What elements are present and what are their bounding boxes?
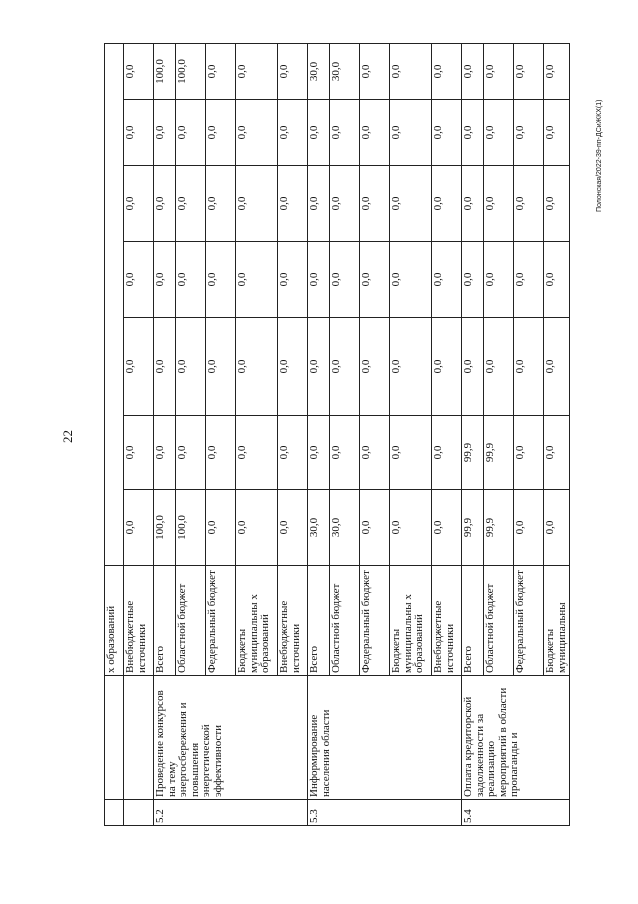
amount-cell: 0,0 (236, 43, 278, 99)
rotated-table-container (104, 44, 568, 826)
amount-cell: 30,0 (308, 43, 330, 99)
table-row (462, 43, 484, 825)
amount-cell: 0,0 (544, 100, 570, 166)
amount-cell: 0,0 (176, 318, 206, 416)
page-number: 22 (60, 430, 75, 443)
amount-cell: 0,0 (432, 318, 462, 416)
amount-cell: 0,0 (278, 242, 308, 318)
amount-cell: 0,0 (206, 318, 236, 416)
funding-source-cell: Федеральный бюджет (360, 566, 390, 676)
amount-cell: 0,0 (544, 416, 570, 490)
amount-cell: 0,0 (390, 166, 432, 242)
amount-cell: 99,9 (462, 416, 484, 490)
funding-source-cell: Внебюджетные источники (278, 566, 308, 676)
amount-cell: 0,0 (206, 166, 236, 242)
code-cell (105, 800, 124, 826)
amount-cell: 0,0 (236, 100, 278, 166)
document-id-footer: Полонская/2022-39-пп-ДСиЖКХ(1) (596, 99, 603, 212)
amount-cell: 0,0 (154, 166, 176, 242)
funding-source-cell: Всего (462, 566, 484, 676)
funding-source-cell: Внебюджетные источники (124, 566, 154, 676)
measure-number-cell: 5.3 (308, 800, 462, 826)
value-cells (105, 43, 124, 565)
funding-source-cell: Всего (154, 566, 176, 676)
table-row (105, 43, 124, 825)
amount-cell: 0,0 (544, 166, 570, 242)
amount-cell: 0,0 (432, 490, 462, 566)
amount-cell: 0,0 (124, 166, 154, 242)
amount-cell: 0,0 (206, 100, 236, 166)
amount-cell: 100,0 (154, 490, 176, 566)
amount-cell: 0,0 (390, 43, 432, 99)
amount-cell: 0,0 (514, 166, 544, 242)
funding-source-cell: Бюджеты муниципальны х образований (236, 566, 278, 676)
name-cell (105, 676, 124, 800)
amount-cell: 0,0 (462, 242, 484, 318)
amount-cell: 0,0 (124, 242, 154, 318)
amount-cell: 0,0 (484, 166, 514, 242)
amount-cell: 0,0 (390, 318, 432, 416)
measure-name-cell (124, 676, 154, 800)
amount-cell: 0,0 (544, 43, 570, 99)
amount-cell: 0,0 (432, 100, 462, 166)
amount-cell: 0,0 (176, 100, 206, 166)
funding-source-cell: Всего (308, 566, 330, 676)
measure-name-cell: Оплата кредиторской задолженности за реализацию мероприятий в области пропаганды и (462, 676, 570, 800)
amount-cell: 0,0 (308, 100, 330, 166)
amount-cell: 100,0 (176, 490, 206, 566)
amount-cell: 0,0 (514, 242, 544, 318)
amount-cell: 0,0 (278, 43, 308, 99)
amount-cell: 0,0 (124, 100, 154, 166)
amount-cell: 0,0 (544, 242, 570, 318)
amount-cell: 0,0 (176, 242, 206, 318)
amount-cell: 0,0 (278, 166, 308, 242)
amount-cell: 0,0 (308, 416, 330, 490)
amount-cell: 0,0 (432, 166, 462, 242)
amount-cell: 0,0 (124, 416, 154, 490)
amount-cell: 0,0 (206, 242, 236, 318)
amount-cell: 0,0 (360, 100, 390, 166)
amount-cell: 0,0 (390, 100, 432, 166)
amount-cell: 0,0 (308, 242, 330, 318)
amount-cell: 0,0 (432, 416, 462, 490)
amount-cell: 0,0 (432, 43, 462, 99)
amount-cell: 0,0 (360, 43, 390, 99)
amount-cell: 0,0 (514, 318, 544, 416)
amount-cell: 0,0 (278, 490, 308, 566)
amount-cell: 30,0 (330, 43, 360, 99)
amount-cell: 0,0 (330, 242, 360, 318)
funding-source-cell: Федеральный бюджет (206, 566, 236, 676)
amount-cell: 0,0 (462, 318, 484, 416)
amount-cell: 0,0 (462, 166, 484, 242)
amount-cell: 0,0 (236, 166, 278, 242)
amount-cell: 0,0 (484, 100, 514, 166)
amount-cell: 0,0 (462, 100, 484, 166)
amount-cell: 0,0 (330, 100, 360, 166)
amount-cell: 0,0 (124, 490, 154, 566)
amount-cell: 0,0 (360, 318, 390, 416)
amount-cell: 0,0 (124, 43, 154, 99)
funding-source-cell: Внебюджетные источники (432, 566, 462, 676)
amount-cell: 0,0 (330, 318, 360, 416)
amount-cell: 0,0 (462, 43, 484, 99)
funding-source-cell: Бюджеты муниципальны (544, 566, 570, 676)
amount-cell: 0,0 (544, 318, 570, 416)
amount-cell: 0,0 (124, 318, 154, 416)
amount-cell: 0,0 (390, 490, 432, 566)
funding-source-cell: Бюджеты муниципальны х образований (390, 566, 432, 676)
amount-cell: 0,0 (236, 490, 278, 566)
amount-cell: 0,0 (514, 100, 544, 166)
amount-cell: 0,0 (308, 166, 330, 242)
amount-cell: 99,9 (484, 416, 514, 490)
measure-number-cell: 5.2 (154, 800, 308, 826)
amount-cell: 0,0 (390, 242, 432, 318)
measure-name-cell: Информирование населения области (308, 676, 462, 800)
funding-source-cell: Областной бюджет (330, 566, 360, 676)
amount-cell: 0,0 (154, 416, 176, 490)
amount-cell: 0,0 (236, 242, 278, 318)
amount-cell: 0,0 (154, 242, 176, 318)
amount-cell: 0,0 (278, 416, 308, 490)
measure-number-cell (124, 800, 154, 826)
amount-cell: 0,0 (390, 416, 432, 490)
amount-cell: 0,0 (154, 318, 176, 416)
amount-cell: 0,0 (432, 242, 462, 318)
amount-cell: 0,0 (236, 416, 278, 490)
source-label-cell: х образований (105, 566, 124, 676)
measure-number-cell: 5.4 (462, 800, 570, 826)
amount-cell: 30,0 (308, 490, 330, 566)
amount-cell: 0,0 (360, 242, 390, 318)
amount-cell: 0,0 (154, 100, 176, 166)
amount-cell: 99,9 (462, 490, 484, 566)
amount-cell: 0,0 (514, 416, 544, 490)
table-row (154, 43, 176, 825)
amount-cell: 0,0 (360, 490, 390, 566)
amount-cell: 100,0 (176, 43, 206, 99)
amount-cell: 100,0 (154, 43, 176, 99)
measure-name-cell: Проведение конкурсов на тему энергосбережения и повышения энергетической эффективности (154, 676, 308, 800)
table-row (124, 43, 154, 825)
funding-source-cell: Федеральный бюджет (514, 566, 544, 676)
amount-cell: 0,0 (514, 43, 544, 99)
amount-cell: 0,0 (484, 242, 514, 318)
amount-cell: 0,0 (330, 166, 360, 242)
amount-cell: 0,0 (514, 490, 544, 566)
amount-cell: 0,0 (360, 416, 390, 490)
amount-cell: 0,0 (176, 416, 206, 490)
amount-cell: 30,0 (330, 490, 360, 566)
amount-cell: 0,0 (206, 43, 236, 99)
amount-cell: 0,0 (360, 166, 390, 242)
budget-table (104, 43, 570, 826)
funding-source-cell: Областной бюджет (176, 566, 206, 676)
amount-cell: 0,0 (278, 318, 308, 416)
table-row (308, 43, 330, 825)
amount-cell: 0,0 (308, 318, 330, 416)
amount-cell: 0,0 (484, 318, 514, 416)
funding-source-cell: Областной бюджет (484, 566, 514, 676)
amount-cell: 0,0 (236, 318, 278, 416)
amount-cell: 0,0 (330, 416, 360, 490)
amount-cell: 0,0 (484, 43, 514, 99)
amount-cell: 0,0 (278, 100, 308, 166)
amount-cell: 0,0 (206, 490, 236, 566)
amount-cell: 0,0 (206, 416, 236, 490)
amount-cell: 0,0 (176, 166, 206, 242)
amount-cell: 0,0 (544, 490, 570, 566)
amount-cell: 99,9 (484, 490, 514, 566)
